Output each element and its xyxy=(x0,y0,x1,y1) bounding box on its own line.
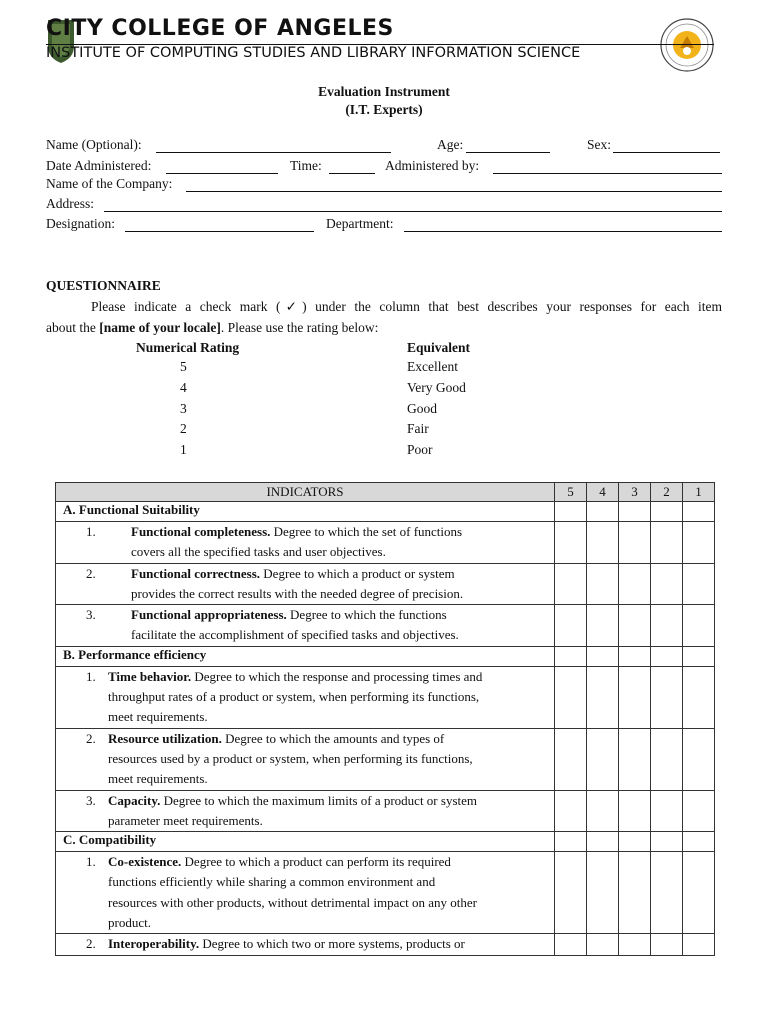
item-description: meet requirements. xyxy=(108,709,208,725)
administered-by-field[interactable] xyxy=(493,160,722,174)
rating-checkbox-cell[interactable] xyxy=(651,563,683,605)
item-term: Resource utilization. xyxy=(108,730,222,746)
indicators-header: INDICATORS xyxy=(56,483,555,502)
section-rating-cell xyxy=(651,646,683,666)
rating-checkbox-cell[interactable] xyxy=(651,522,683,564)
item-term: Time behavior. xyxy=(108,668,192,684)
rating-checkbox-cell[interactable] xyxy=(683,563,715,605)
rating-checkbox-cell[interactable] xyxy=(683,605,715,647)
item-term: Interoperability. xyxy=(108,936,200,952)
indicator-cell xyxy=(56,934,555,955)
item-number: 2. xyxy=(86,936,96,952)
indicator-cell xyxy=(56,666,555,728)
rating-checkbox-cell[interactable] xyxy=(619,563,651,605)
rating-checkbox-cell[interactable] xyxy=(555,563,587,605)
rating-checkbox-cell[interactable] xyxy=(651,728,683,790)
item-number: 1. xyxy=(86,668,96,684)
rating-checkbox-cell[interactable] xyxy=(683,934,715,955)
college-name: CITY COLLEGE OF ANGELES xyxy=(46,16,394,41)
item-description: product. xyxy=(108,915,151,931)
item-description: Degree to which two or more systems, products or xyxy=(199,936,465,952)
table-row xyxy=(56,563,715,605)
indicators-table xyxy=(55,482,715,956)
rating-checkbox-cell[interactable] xyxy=(619,852,651,934)
rating-checkbox-cell[interactable] xyxy=(555,852,587,934)
instruction-text: about the xyxy=(46,320,100,335)
item-description: Degree to which a product or system xyxy=(260,565,455,581)
item-number: 3. xyxy=(86,607,96,623)
company-field[interactable] xyxy=(186,178,722,192)
section-row xyxy=(56,646,715,666)
instruction-text-end: . Please use the rating below: xyxy=(220,320,379,335)
section-rating-cell xyxy=(555,646,587,666)
item-number: 3. xyxy=(86,792,96,808)
indicator-cell xyxy=(56,605,555,647)
item-description: Degree to which the amounts and types of xyxy=(221,730,445,746)
item-line xyxy=(131,584,554,604)
item-description: covers all the specified tasks and user objectives. xyxy=(131,544,386,560)
rating-checkbox-cell[interactable] xyxy=(683,852,715,934)
item-line xyxy=(131,564,554,584)
rating-value: 3 xyxy=(180,400,187,416)
rating-checkbox-cell[interactable] xyxy=(651,666,683,728)
sex-field[interactable] xyxy=(613,139,720,153)
item-line xyxy=(131,625,554,645)
item-description: facilitate the accomplishment of specified tasks and objectives. xyxy=(131,627,459,643)
rating-value: 4 xyxy=(180,379,187,395)
table-row xyxy=(56,522,715,564)
item-number: 2. xyxy=(86,730,96,746)
rating-checkbox-cell[interactable] xyxy=(683,522,715,564)
age-field[interactable] xyxy=(466,139,550,153)
table-row xyxy=(56,852,715,934)
rating-equivalent: Poor xyxy=(407,442,433,458)
section-rating-cell xyxy=(651,502,683,522)
rating-checkbox-cell[interactable] xyxy=(619,728,651,790)
rating-checkbox-cell[interactable] xyxy=(587,666,619,728)
name-field[interactable] xyxy=(156,139,391,153)
section-rating-cell xyxy=(619,832,651,852)
table-row xyxy=(56,605,715,647)
rating-checkbox-cell[interactable] xyxy=(555,728,587,790)
item-term: Co-existence. xyxy=(108,854,182,870)
name-label: Name (Optional): xyxy=(46,137,142,152)
item-term: Capacity. xyxy=(108,792,161,808)
rating-col-5: 5 xyxy=(555,483,587,502)
rating-header: Numerical Rating xyxy=(136,340,240,355)
section-row xyxy=(56,832,715,852)
item-line xyxy=(131,542,554,562)
rating-col-2: 2 xyxy=(651,483,683,502)
item-term: Functional appropriateness. xyxy=(131,607,287,623)
rating-equivalent: Good xyxy=(407,400,437,416)
section-rating-cell xyxy=(555,502,587,522)
rating-checkbox-cell[interactable] xyxy=(619,522,651,564)
section-title: B. Performance efficiency xyxy=(56,646,555,666)
rating-equivalent: Excellent xyxy=(407,359,458,374)
department-field[interactable] xyxy=(404,218,722,232)
indicator-cell xyxy=(56,728,555,790)
rating-equivalent: Very Good xyxy=(407,379,466,395)
item-number: 1. xyxy=(86,854,96,870)
rating-checkbox-cell[interactable] xyxy=(555,666,587,728)
section-rating-cell xyxy=(619,502,651,522)
section-rating-cell xyxy=(683,832,715,852)
instruction-line-1: Please indicate a check mark (✓) under the column that best describes your responses for each item xyxy=(91,299,722,314)
rating-checkbox-cell[interactable] xyxy=(587,728,619,790)
rating-checkbox-cell[interactable] xyxy=(555,522,587,564)
indicator-cell xyxy=(56,790,555,832)
locale-placeholder: [name of your locale] xyxy=(99,320,221,335)
item-description: resources used by a product or system, when performing its functions, xyxy=(108,750,473,766)
section-title: C. Compatibility xyxy=(56,832,555,852)
item-description: functions efficiently while sharing a common environment and xyxy=(108,874,436,890)
item-description: meet requirements. xyxy=(108,771,208,787)
time-field[interactable] xyxy=(329,160,375,174)
rating-checkbox-cell[interactable] xyxy=(587,522,619,564)
item-line xyxy=(108,667,554,687)
institute-name: INSTITUTE OF COMPUTING STUDIES AND LIBRARY INFORMATION SCIENCE xyxy=(46,45,581,61)
address-label: Address: xyxy=(46,196,94,211)
table-header-row xyxy=(56,483,715,502)
section-row xyxy=(56,502,715,522)
section-rating-cell xyxy=(619,646,651,666)
rating-checkbox-cell[interactable] xyxy=(683,728,715,790)
instruction-line-2 xyxy=(46,318,722,339)
item-line xyxy=(108,707,554,727)
item-line xyxy=(108,769,554,789)
item-line xyxy=(108,893,554,913)
item-line xyxy=(131,522,554,542)
item-line xyxy=(108,749,554,769)
rating-col-4: 4 xyxy=(587,483,619,502)
rating-checkbox-cell[interactable] xyxy=(651,605,683,647)
rating-value: 2 xyxy=(180,421,187,437)
sex-label: Sex: xyxy=(587,137,612,152)
indicator-cell xyxy=(56,563,555,605)
item-description: Degree to which the functions xyxy=(286,607,447,623)
date-label: Date Administered: xyxy=(46,158,152,173)
item-line xyxy=(108,791,554,811)
section-rating-cell xyxy=(587,832,619,852)
table-row xyxy=(56,666,715,728)
time-label: Time: xyxy=(290,158,322,173)
administered-by-label: Administered by: xyxy=(385,158,480,173)
item-line xyxy=(108,872,554,892)
designation-label: Designation: xyxy=(46,216,115,231)
section-rating-cell xyxy=(555,832,587,852)
item-line xyxy=(108,729,554,749)
item-description: Degree to which the response and processing times and xyxy=(191,668,483,684)
rating-checkbox-cell[interactable] xyxy=(587,934,619,955)
rating-col-3: 3 xyxy=(619,483,651,502)
rating-checkbox-cell[interactable] xyxy=(651,852,683,934)
section-title: A. Functional Suitability xyxy=(56,502,555,522)
indicator-cell xyxy=(56,852,555,934)
rating-checkbox-cell[interactable] xyxy=(587,790,619,832)
item-description: provides the correct results with the needed degree of precision. xyxy=(131,585,464,601)
table-row xyxy=(56,934,715,955)
item-description: Degree to which the set of functions xyxy=(270,524,463,539)
rating-checkbox-cell[interactable] xyxy=(683,666,715,728)
section-rating-cell xyxy=(587,502,619,522)
section-rating-cell xyxy=(651,832,683,852)
table-row xyxy=(56,790,715,832)
rating-checkbox-cell[interactable] xyxy=(619,666,651,728)
section-rating-cell xyxy=(683,502,715,522)
item-line xyxy=(131,605,554,625)
document-subtitle: (I.T. Experts) xyxy=(345,102,423,117)
table-row xyxy=(56,728,715,790)
rating-checkbox-cell[interactable] xyxy=(555,934,587,955)
item-term: Functional correctness. xyxy=(131,565,261,581)
rating-checkbox-cell[interactable] xyxy=(619,790,651,832)
equivalent-header: Equivalent xyxy=(407,340,471,355)
address-field[interactable] xyxy=(104,198,722,212)
rating-checkbox-cell[interactable] xyxy=(555,605,587,647)
item-line xyxy=(108,687,554,707)
item-description: parameter meet requirements. xyxy=(108,812,263,828)
item-description: throughput rates of a product or system, when performing its functions, xyxy=(108,689,480,705)
age-label: Age: xyxy=(437,137,464,152)
rating-checkbox-cell[interactable] xyxy=(651,790,683,832)
item-number: 2. xyxy=(86,565,96,581)
rating-checkbox-cell[interactable] xyxy=(587,852,619,934)
rating-checkbox-cell[interactable] xyxy=(651,934,683,955)
rating-equivalent: Fair xyxy=(407,421,429,437)
item-term: Functional completeness. xyxy=(131,524,271,539)
item-description: Degree to which a product can perform its required xyxy=(181,854,451,870)
item-number: 1. xyxy=(86,524,96,539)
item-line xyxy=(108,913,554,933)
item-line xyxy=(108,852,554,872)
rating-value: 5 xyxy=(180,359,187,374)
document-title: Evaluation Instrument xyxy=(318,84,450,99)
item-description: resources with other products, without detrimental impact on any other xyxy=(108,894,477,910)
rating-checkbox-cell[interactable] xyxy=(587,563,619,605)
rating-checkbox-cell[interactable] xyxy=(555,790,587,832)
rating-value: 1 xyxy=(180,442,187,458)
section-rating-cell xyxy=(587,646,619,666)
rating-checkbox-cell[interactable] xyxy=(683,790,715,832)
item-line xyxy=(108,934,554,954)
date-field[interactable] xyxy=(166,160,278,174)
company-label: Name of the Company: xyxy=(46,176,173,191)
item-line xyxy=(108,811,554,831)
questionnaire-heading: QUESTIONNAIRE xyxy=(46,278,161,293)
designation-field[interactable] xyxy=(125,218,314,232)
department-label: Department: xyxy=(326,216,394,231)
section-rating-cell xyxy=(683,646,715,666)
indicator-cell xyxy=(56,522,555,564)
rating-col-1: 1 xyxy=(683,483,715,502)
rating-checkbox-cell[interactable] xyxy=(587,605,619,647)
item-description: Degree to which the maximum limits of a product or system xyxy=(160,792,478,808)
rating-checkbox-cell[interactable] xyxy=(619,605,651,647)
rating-checkbox-cell[interactable] xyxy=(619,934,651,955)
institute-seal-logo xyxy=(660,18,714,72)
